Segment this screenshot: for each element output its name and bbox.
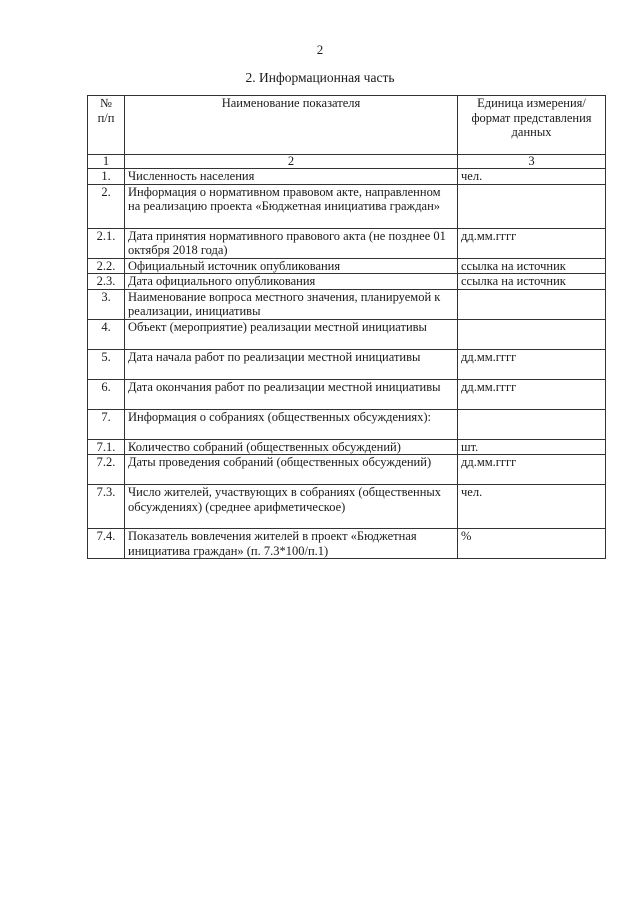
table-row	[88, 349, 606, 379]
row-number: 5.	[88, 349, 125, 379]
table-row	[88, 169, 606, 185]
unit-format	[458, 289, 606, 319]
unit-format: шт.	[458, 439, 606, 455]
row-number: 2.1.	[88, 228, 125, 258]
unit-format: дд.мм.гггг	[458, 379, 606, 409]
unit-format: дд.мм.гггг	[458, 228, 606, 258]
header-number: № п/п	[88, 96, 125, 155]
indicator-name: Дата принятия нормативного правового акта (не позднее 01 октября 2018 года)	[125, 228, 458, 258]
unit-format: ссылка на источник	[458, 274, 606, 290]
indicator-name: Наименование вопроса местного значения, планируемой к реализации, инициативы	[125, 289, 458, 319]
row-number: 7.3.	[88, 485, 125, 529]
unit-format	[458, 184, 606, 228]
table-row	[88, 274, 606, 290]
indicator-name: Дата начала работ по реализации местной инициативы	[125, 349, 458, 379]
row-number: 7.1.	[88, 439, 125, 455]
unit-format: %	[458, 529, 606, 559]
row-number: 6.	[88, 379, 125, 409]
row-number: 7.	[88, 409, 125, 439]
indicator-name: Показатель вовлечения жителей в проект «Бюджетная инициатива граждан» (п. 7.3*100/п.1)	[125, 529, 458, 559]
indicators-table	[87, 95, 606, 559]
indicator-name: Информация о нормативном правовом акте, направленном на реализацию проекта «Бюджетная инициатива граждан»	[125, 184, 458, 228]
section-title: 2. Информационная часть	[245, 70, 395, 85]
indicator-name: Дата окончания работ по реализации местной инициативы	[125, 379, 458, 409]
row-number: 4.	[88, 319, 125, 349]
indicator-name: Информация о собраниях (общественных обсуждениях):	[125, 409, 458, 439]
row-number: 7.4.	[88, 529, 125, 559]
table-row	[88, 184, 606, 228]
column-number: 2	[125, 155, 458, 169]
indicator-name: Официальный источник опубликования	[125, 258, 458, 274]
table-row	[88, 228, 606, 258]
table-row	[88, 319, 606, 349]
row-number: 2.3.	[88, 274, 125, 290]
row-number: 3.	[88, 289, 125, 319]
unit-format: дд.мм.гггг	[458, 349, 606, 379]
column-number: 1	[88, 155, 125, 169]
table-row	[88, 455, 606, 485]
indicator-name: Число жителей, участвующих в собраниях (общественных обсуждениях) (среднее арифметическое)	[125, 485, 458, 529]
header-unit-format: Единица измерения/формат представления данных	[458, 96, 606, 155]
indicator-name: Количество собраний (общественных обсуждений)	[125, 439, 458, 455]
header-indicator-name: Наименование показателя	[125, 96, 458, 155]
indicator-name: Даты проведения собраний (общественных обсуждений)	[125, 455, 458, 485]
unit-format: ссылка на источник	[458, 258, 606, 274]
table-row	[88, 409, 606, 439]
row-number: 7.2.	[88, 455, 125, 485]
column-number: 3	[458, 155, 606, 169]
row-number: 2.	[88, 184, 125, 228]
row-number: 1.	[88, 169, 125, 185]
column-numbers-row	[88, 155, 606, 169]
table-header-row	[88, 96, 606, 155]
table-row	[88, 379, 606, 409]
unit-format	[458, 319, 606, 349]
unit-format: дд.мм.гггг	[458, 455, 606, 485]
row-number: 2.2.	[88, 258, 125, 274]
table-row	[88, 289, 606, 319]
indicator-name: Численность населения	[125, 169, 458, 185]
page-number: 2	[316, 42, 324, 57]
table-row	[88, 529, 606, 559]
table-row	[88, 439, 606, 455]
unit-format	[458, 409, 606, 439]
indicator-name: Объект (мероприятие) реализации местной инициативы	[125, 319, 458, 349]
unit-format: чел.	[458, 485, 606, 529]
indicator-name: Дата официального опубликования	[125, 274, 458, 290]
table-row	[88, 258, 606, 274]
unit-format: чел.	[458, 169, 606, 185]
table-row	[88, 485, 606, 529]
